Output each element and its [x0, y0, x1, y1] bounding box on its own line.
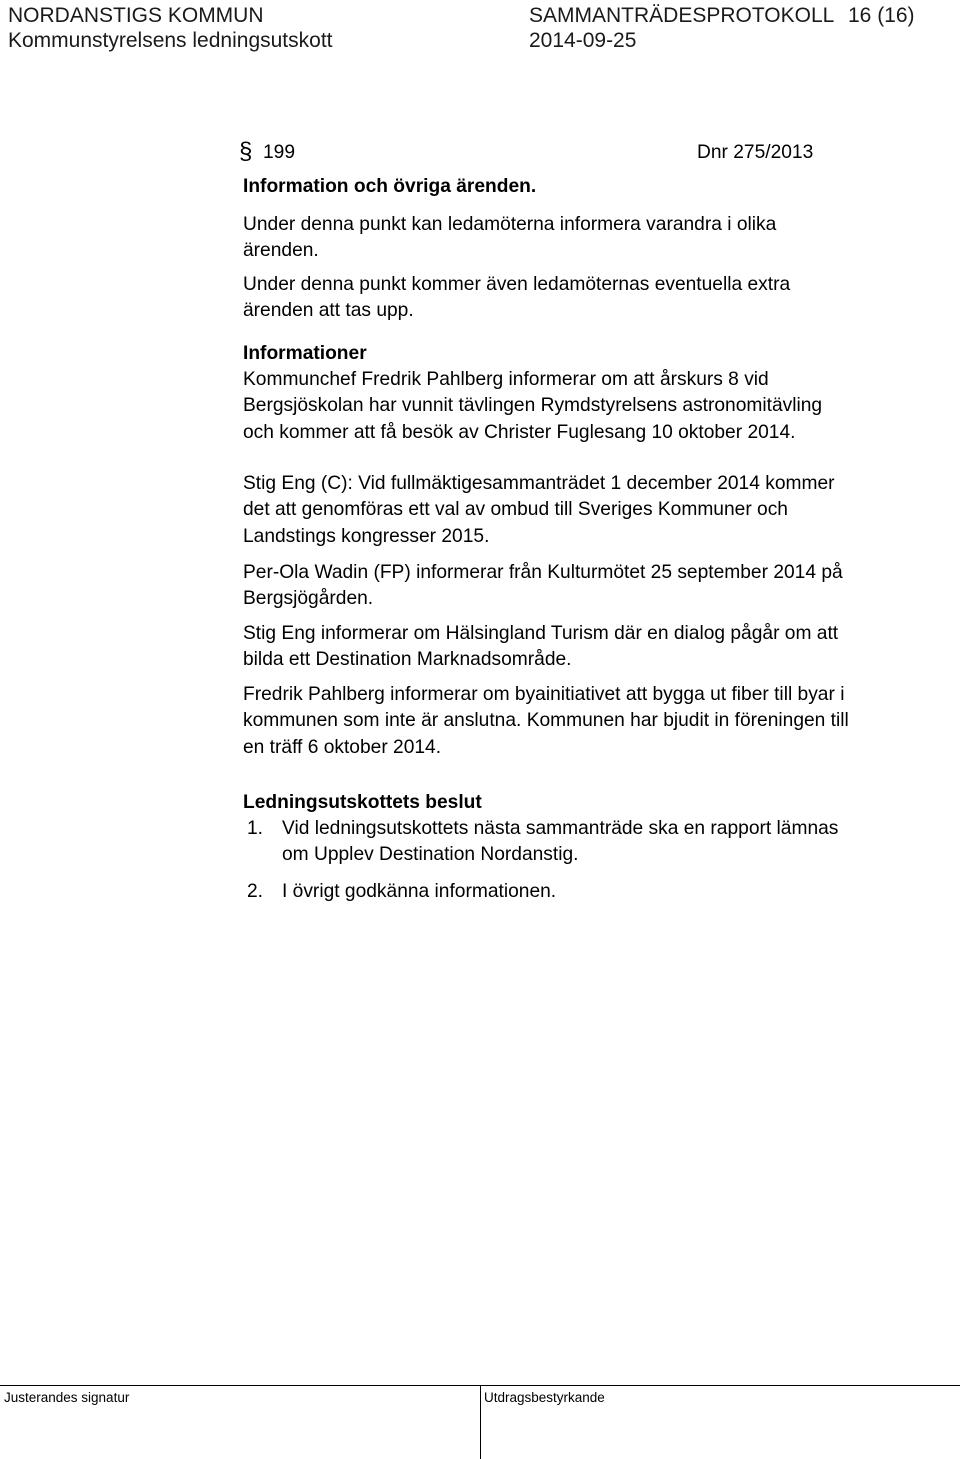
- section-title: Information och övriga ärenden.: [243, 176, 537, 197]
- document-type: SAMMANTRÄDESPROTOKOLL: [529, 4, 835, 27]
- decision-item-number: 2.: [247, 881, 264, 902]
- text-line: Under denna punkt kan ledamöterna informera varandra i olika: [243, 214, 777, 235]
- information-paragraph: [243, 682, 943, 761]
- text-line: ärenden att tas upp.: [243, 300, 414, 322]
- diary-number: Dnr 275/2013: [697, 142, 814, 163]
- text-line: Bergsjögården.: [243, 588, 374, 610]
- committee-name: Kommunstyrelsens ledningsutskott: [8, 29, 333, 52]
- decision-item-number: 1.: [247, 818, 264, 839]
- text-line: ärenden.: [243, 240, 319, 262]
- certification-field-label: Utdragsbestyrkande: [484, 1390, 605, 1405]
- intro-paragraph: [243, 272, 943, 325]
- information-paragraph: [243, 367, 943, 446]
- text-line: Bergsjöskolan har vunnit tävlingen Rymdstyrelsens astronomitävling: [243, 395, 823, 417]
- text-line: det att genomföras ett val av ombud till Sveriges Kommuner och: [243, 499, 788, 521]
- text-line: Stig Eng informerar om Hälsingland Turism där en dialog pågår om att: [243, 623, 839, 644]
- information-paragraph: [243, 560, 943, 613]
- text-line: Vid ledningsutskottets nästa sammanträde ska en rapport lämnas: [282, 818, 839, 839]
- text-line: Kommunchef Fredrik Pahlberg informerar om att årskurs 8 vid: [243, 369, 769, 390]
- text-line: och kommer att få besök av Christer Fuglesang 10 oktober 2014.: [243, 421, 796, 443]
- text-line: Fredrik Pahlberg informerar om byainitiativet att bygga ut fiber till byar i: [243, 684, 845, 705]
- decision-heading: Ledningsutskottets beslut: [243, 792, 482, 813]
- text-line: Under denna punkt kommer även ledamöternas eventuella extra: [243, 274, 791, 295]
- text-line: om Upplev Destination Nordanstig.: [282, 844, 579, 866]
- footer-column-divider: [480, 1385, 481, 1459]
- page-count: 16 (16): [848, 4, 915, 27]
- information-heading: Informationer: [243, 343, 367, 364]
- signature-field-label: Justerandes signatur: [4, 1390, 130, 1405]
- text-line: Landstings kongresser 2015.: [243, 525, 490, 547]
- decision-item-text: [282, 879, 556, 905]
- information-paragraph: [243, 621, 943, 674]
- text-line: Stig Eng (C): Vid fullmäktigesammanträdet 1 december 2014 kommer: [243, 473, 835, 494]
- text-line: Per-Ola Wadin (FP) informerar från Kulturmötet 25 september 2014 på: [243, 562, 843, 583]
- decision-item-text: [282, 816, 838, 869]
- text-line: kommunen som inte är anslutna. Kommunen har bjudit in föreningen till: [243, 710, 849, 732]
- item-number: 199: [263, 142, 296, 163]
- intro-paragraph: [243, 212, 943, 265]
- information-paragraph: [243, 471, 943, 550]
- paragraph-sign: §: [239, 138, 253, 165]
- organization-name: NORDANSTIGS KOMMUN: [8, 4, 264, 27]
- text-line: en träff 6 oktober 2014.: [243, 736, 442, 758]
- text-line: bilda ett Destination Marknadsområde.: [243, 649, 572, 671]
- meeting-date: 2014-09-25: [529, 29, 637, 52]
- text-line: I övrigt godkänna informationen.: [282, 881, 557, 902]
